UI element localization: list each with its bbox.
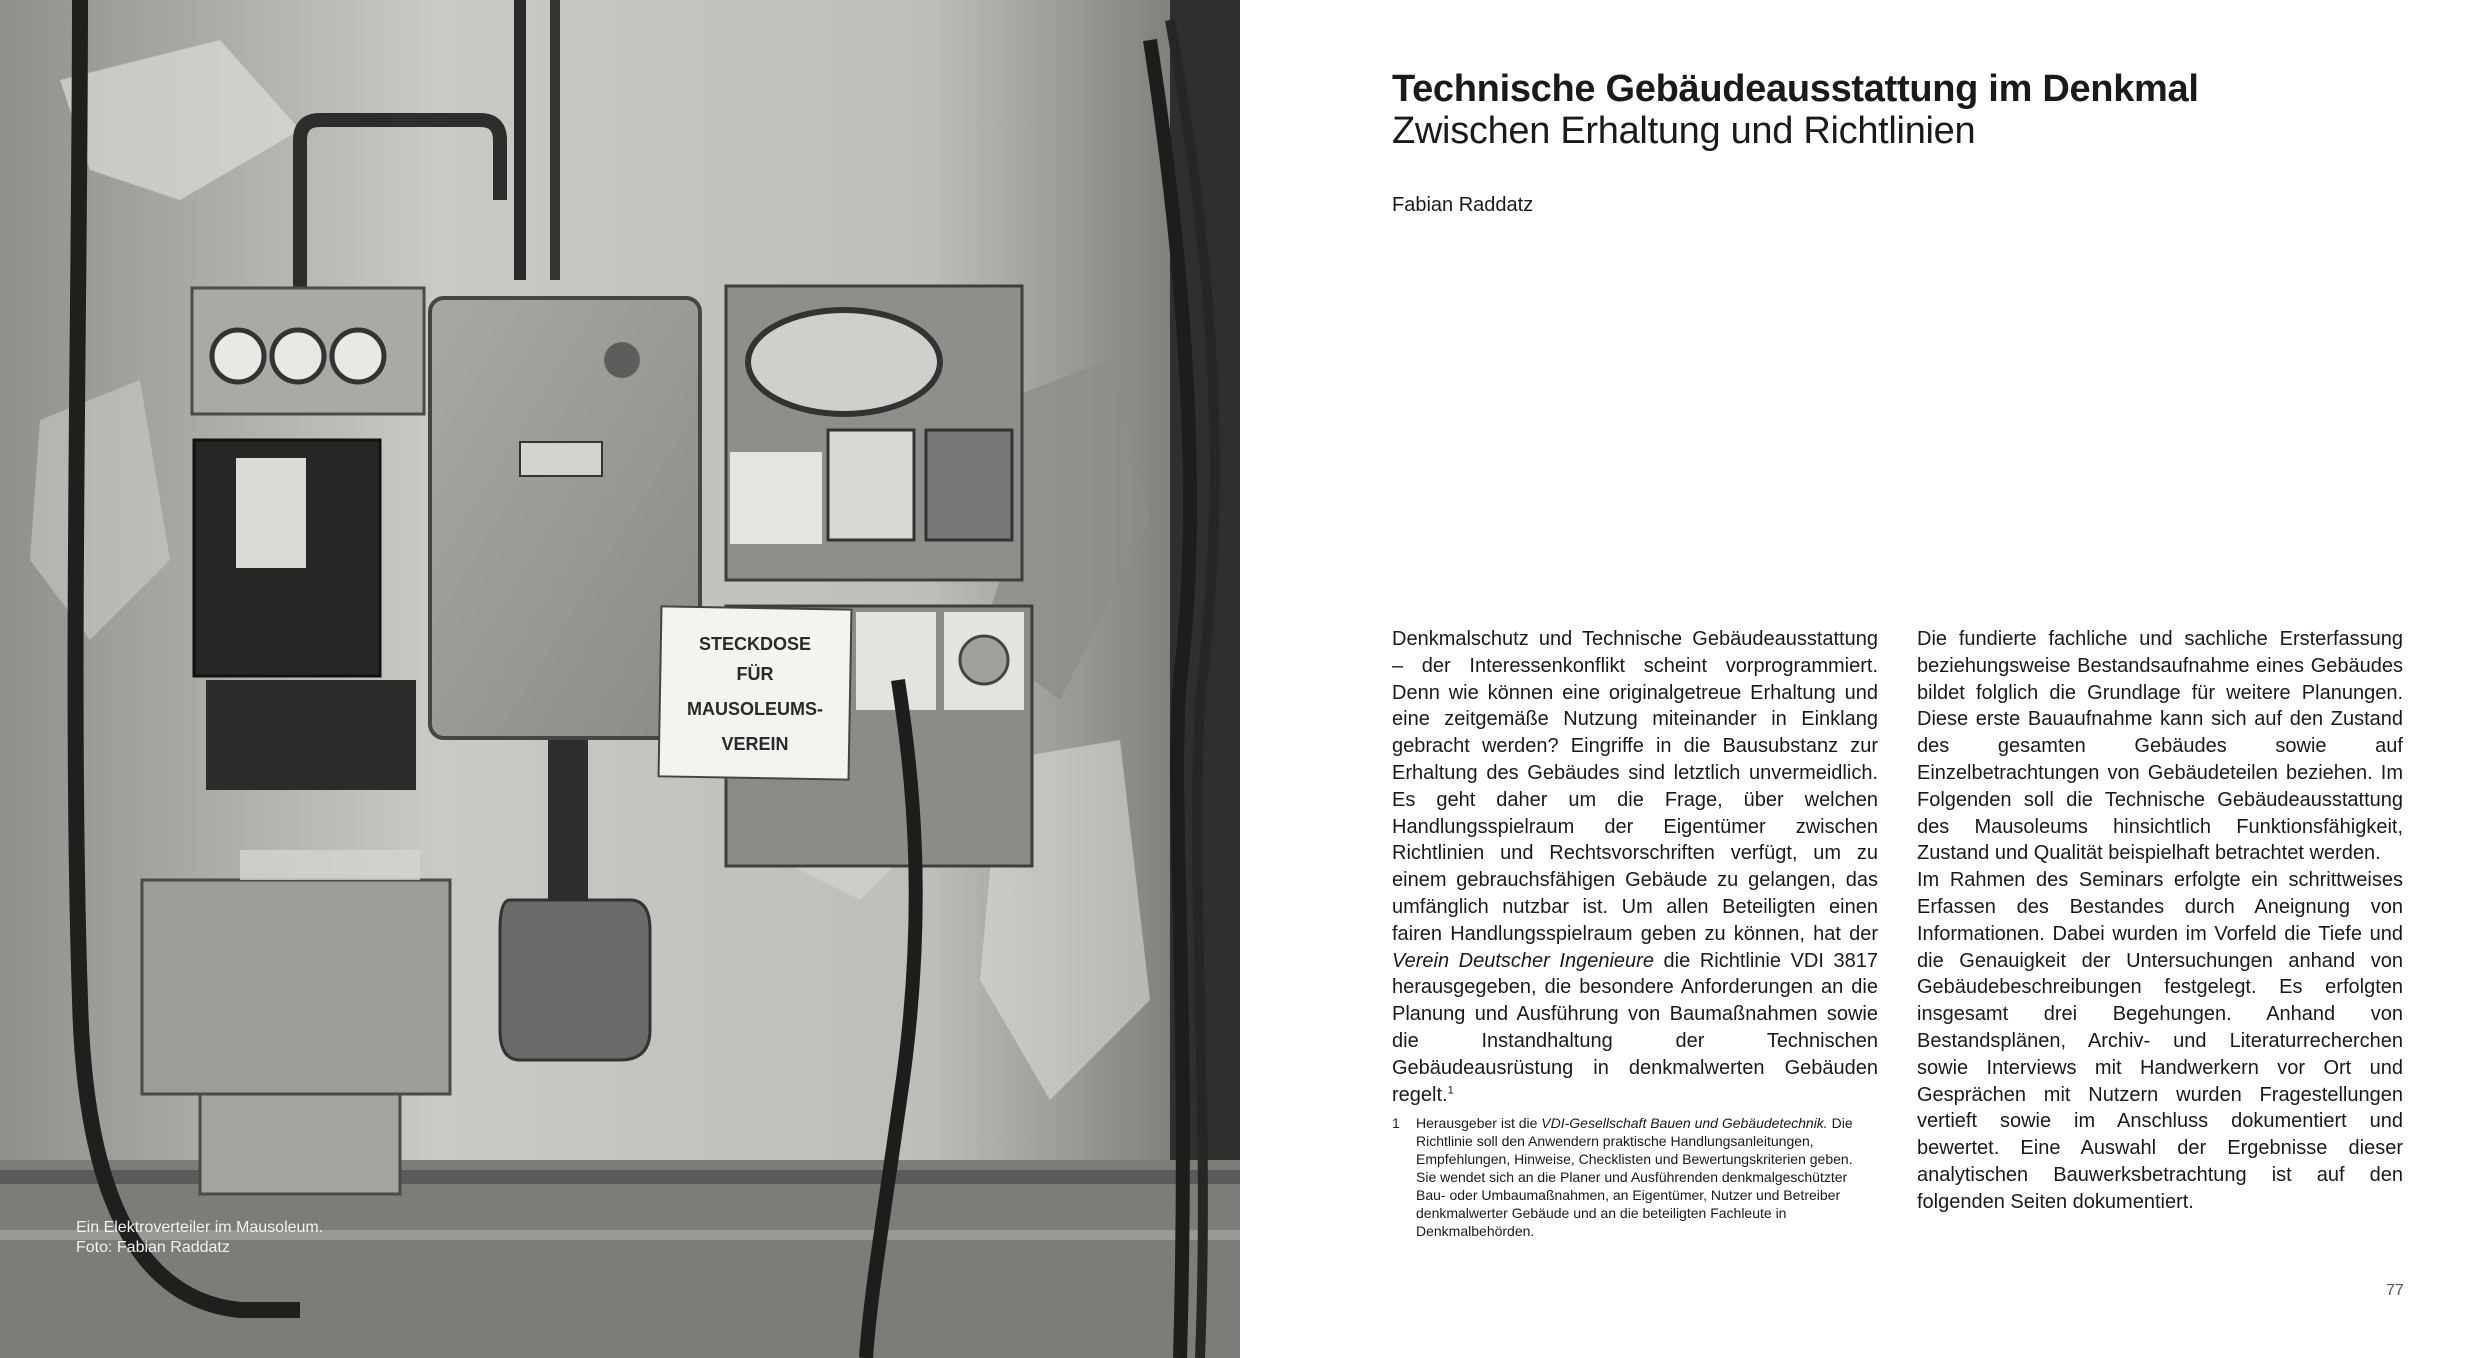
footnote-text-b: Die Richtlinie soll den Anwendern praktische Handlungsanleitungen, Empfehlungen, Hinweise, Checklisten und Bewertungskriterien geben. Sie wendet sich an die Planer und Ausführenden denkmalgeschützter Bau- oder Umbaumaßnahmen, an Eigentümer, Nutzer und Betreiber denkmalwerter Gebäude und an die beteiligten Fachleute in Denkmalbehörden. (1416, 1115, 1853, 1239)
article-author: Fabian Raddatz (1392, 194, 1534, 216)
body-column-right (1917, 626, 2403, 1216)
article-title: Technische Gebäudeausstattung im Denkmal (1392, 68, 2199, 110)
footnote-italic: VDI-Gesellschaft Bauen und Gebäudetechnik. (1541, 1115, 1828, 1131)
photo-caption-line-2: Foto: Fabian Raddatz (76, 1239, 230, 1256)
body-paragraph-1-text-a: Denkmalschutz und Technische Gebäudeausstattung – der Interessenkonflikt scheint vorprogrammiert. Denn wie können eine originalgetreue Erhaltung und eine zeitgemäße Nutzung miteinander in Einklang gebracht werden? Eingriffe in die Bausubstanz zur Erhaltung des Gebäudes sind letztlich unvermeidlich. Es geht daher um die Frage, über welchen Handlungsspielraum der Eigentümer zwischen Richtlinien und Rechtsvorschriften verfügt, um zu einem gebrauchsfähigen Gebäude zu gelangen, das umfänglich nutzbar ist. Um allen Beteiligten einen fairen Handlungsspielraum geben zu können, hat der (1392, 628, 1878, 945)
photo-caption-line-1: Ein Elektroverteiler im Mausoleum. (76, 1219, 324, 1236)
photo-caption (76, 1218, 323, 1258)
body-paragraph-1-italic: Verein Deutscher Ingenieure (1392, 949, 1654, 972)
sign-line-1: STECKDOSE (698, 634, 812, 654)
footnote-text (1416, 1114, 1872, 1240)
article-subtitle: Zwischen Erhaltung und Richtlinien (1392, 110, 1976, 152)
footnote-number: 1 (1392, 1115, 1400, 1131)
body-paragraph-1 (1392, 626, 1878, 1108)
sign-line-2: FÜR (736, 664, 774, 684)
body-paragraph-2: Die fundierte fachliche und sachliche Ersterfassung beziehungsweise Bestandsaufnahme eines Gebäudes bildet folglich die Grundlage für weitere Planungen. Diese erste Bauaufnahme kann sich auf den Zustand des gesamten Gebäudes sowie auf Einzelbetrachtungen von Gebäudeteilen beziehen. Im Folgenden soll die Technische Gebäudeausstattung des Mausoleums hinsichtlich Funktionsfähigkeit, Zustand und Qualität beispielhaft betrachtet werden. (1917, 628, 2403, 865)
text-page (1240, 0, 2480, 1358)
footnote-text-a: Herausgeber ist die (1416, 1115, 1542, 1131)
footnote-reference: 1 (1447, 1083, 1454, 1096)
sign-line-3: MAUSOLEUMS- (687, 699, 823, 719)
footnote (1392, 1114, 1872, 1240)
body-paragraph-3: Im Rahmen des Seminars erfolgte ein schrittweises Erfassen des Bestandes durch Aneignung von Informationen. Dabei wurden im Vorfeld die Tiefe und die Genauigkeit der Untersuchungen anhand von Gebäudebeschreibungen festgelegt. Es erfolgten insgesamt drei Begehungen. Anhand von Bestandsplänen, Archiv- und Literaturrecherchen sowie Interviews mit Handwerkern vor Ort und Gesprächen mit Nutzern wurden Fragestellungen vertieft sowie im Anschluss dokumentiert und bewertet. Eine Auswahl der Ergebnisse dieser analytischen Bauwerksbetrachtung ist auf den folgenden Seiten dokumentiert. (1917, 869, 2403, 1213)
sign-line-4: VEREIN (721, 734, 789, 754)
page-number: 77 (2386, 1282, 2404, 1299)
body-paragraph-1-text-b: die Richtlinie VDI 3817 herausgegeben, die besondere Anforderungen an die Planung und Ausführung von Baumaßnahmen sowie die Instandhaltung der Technischen Gebäudeausrüstung in denkmalwerten Gebäuden regelt. (1392, 949, 1879, 1106)
body-column-left (1392, 626, 1878, 1108)
